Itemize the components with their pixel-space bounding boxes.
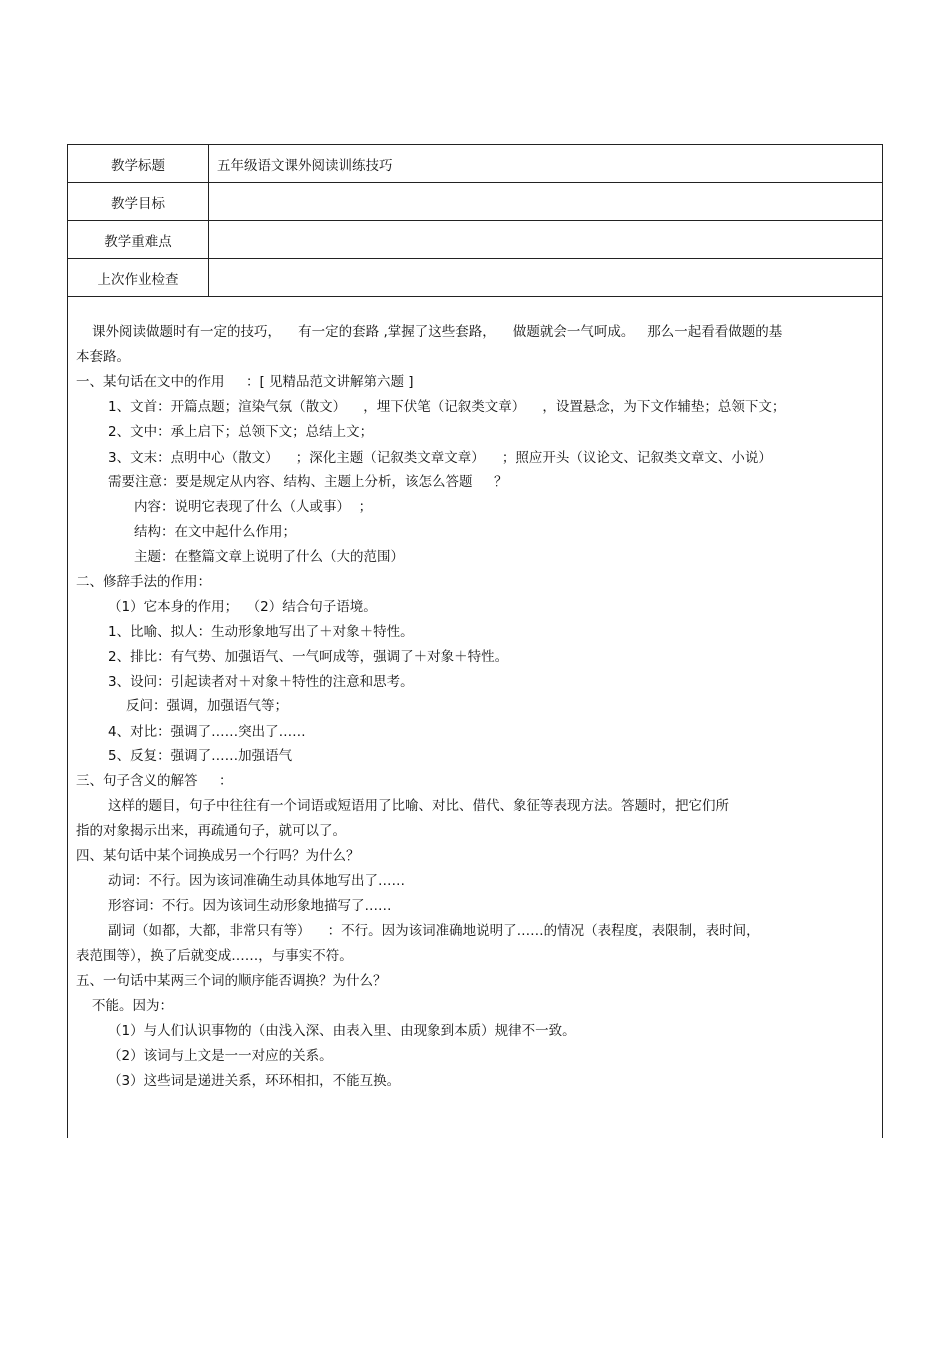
label-title: 教学标题 (68, 145, 209, 183)
label-homework-check: 上次作业检查 (68, 259, 209, 297)
section-4-verb: 动词：不行。因为该词准确生动具体地写出了…… (108, 873, 405, 889)
row-title (68, 145, 883, 183)
content-area (67, 297, 883, 1138)
section-1-item-3: 3、文末：点明中心（散文） ；深化主题（记叙类文章文章） ；照应开头（议论文、记叙类文章文、小说） (108, 450, 772, 466)
section-5-reason-3: （3）这些词是递进关系，环环相扣，不能互换。 (108, 1073, 401, 1089)
label-goal: 教学目标 (68, 183, 209, 221)
section-1-item-2: 2、文中：承上启下；总领下文；总结上文； (108, 424, 374, 440)
value-goal (209, 183, 883, 221)
note-content: 内容：说明它表现了什么（人或事） ； (134, 499, 373, 515)
section-1-item-1: 1、文首：开篇点题；渲染气氛（散文） ，埋下伏笔（记叙类文章） ，设置悬念，为下文作辅垫；总领下文； (108, 399, 786, 415)
section-3-text-1: 这样的题目，句子中往往有一个词语或短语用了比喻、对比、借代、象征等表现方法。答题时，把它们所 (108, 798, 729, 814)
note-theme: 主题：在整篇文章上说明了什么（大的范围） (134, 549, 404, 565)
label-key-points: 教学重难点 (68, 221, 209, 259)
section-1-note: 需要注意：要是规定从内容、结构、主题上分析，该怎么答题 ？ (108, 474, 508, 490)
row-goal (68, 183, 883, 221)
section-2-item-3b: 反问：强调，加强语气等； (126, 698, 288, 714)
section-4-adjective: 形容词：不行。因为该词生动形象地描写了…… (108, 898, 392, 914)
section-3-heading: 三、句子含义的解答 ： (76, 773, 233, 789)
section-2-heading: 二、修辞手法的作用： (76, 574, 211, 590)
section-2-item-5: 5、反复：强调了……加强语气 (108, 748, 293, 764)
section-5-reason-1: （1）与人们认识事物的（由浅入深、由表入里、由现象到本质）规律不一致。 (108, 1023, 576, 1039)
row-homework-check (68, 259, 883, 297)
value-title: 五年级语文课外阅读训练技巧 (209, 145, 883, 183)
section-3-text-2: 指的对象揭示出来，再疏通句子，就可以了。 (76, 823, 346, 839)
section-5-answer: 不能。因为： (92, 998, 173, 1014)
section-4-adverb-cont: 表范围等），换了后就变成……，与事实不符。 (76, 948, 353, 964)
section-4-adverb: 副词（如都，大都，非常只有等） ：不行。因为该词准确地说明了……的情况（表程度，表限制，表时间， (108, 923, 760, 939)
intro-line-1: 课外阅读做题时有一定的技巧， 有一定的套路 ,掌握了这些套路， 做题就会一气呵成。 那么一起看看做题的基 (92, 324, 783, 340)
intro-line-2: 本套路。 (76, 349, 130, 365)
section-4-heading: 四、某句话中某个词换成另一个行吗？为什么？ (76, 848, 360, 864)
row-key-points (68, 221, 883, 259)
header-table (67, 144, 883, 297)
section-5-reason-2: （2）该词与上文是一一对应的关系。 (108, 1048, 333, 1064)
section-2-item-4: 4、对比：强调了……突出了…… (108, 724, 306, 740)
section-2-item-3: 3、设问：引起读者对＋对象＋特性的注意和思考。 (108, 674, 414, 690)
section-2-item-2: 2、排比：有气势、加强语气、一气呵成等，强调了＋对象＋特性。 (108, 649, 509, 665)
note-structure: 结构：在文中起什么作用； (134, 524, 296, 540)
section-2-intro: （1）它本身的作用； （2）结合句子语境。 (108, 599, 377, 615)
section-5-heading: 五、一句话中某两三个词的顺序能否调换？为什么？ (76, 973, 387, 989)
value-homework-check (209, 259, 883, 297)
section-2-item-1: 1、比喻、拟人：生动形象地写出了＋对象＋特性。 (108, 624, 414, 640)
value-key-points (209, 221, 883, 259)
section-1-heading: 一、某句话在文中的作用 ：[ 见精品范文讲解第六题 ] (76, 374, 414, 390)
lesson-plan-form (67, 144, 883, 1138)
